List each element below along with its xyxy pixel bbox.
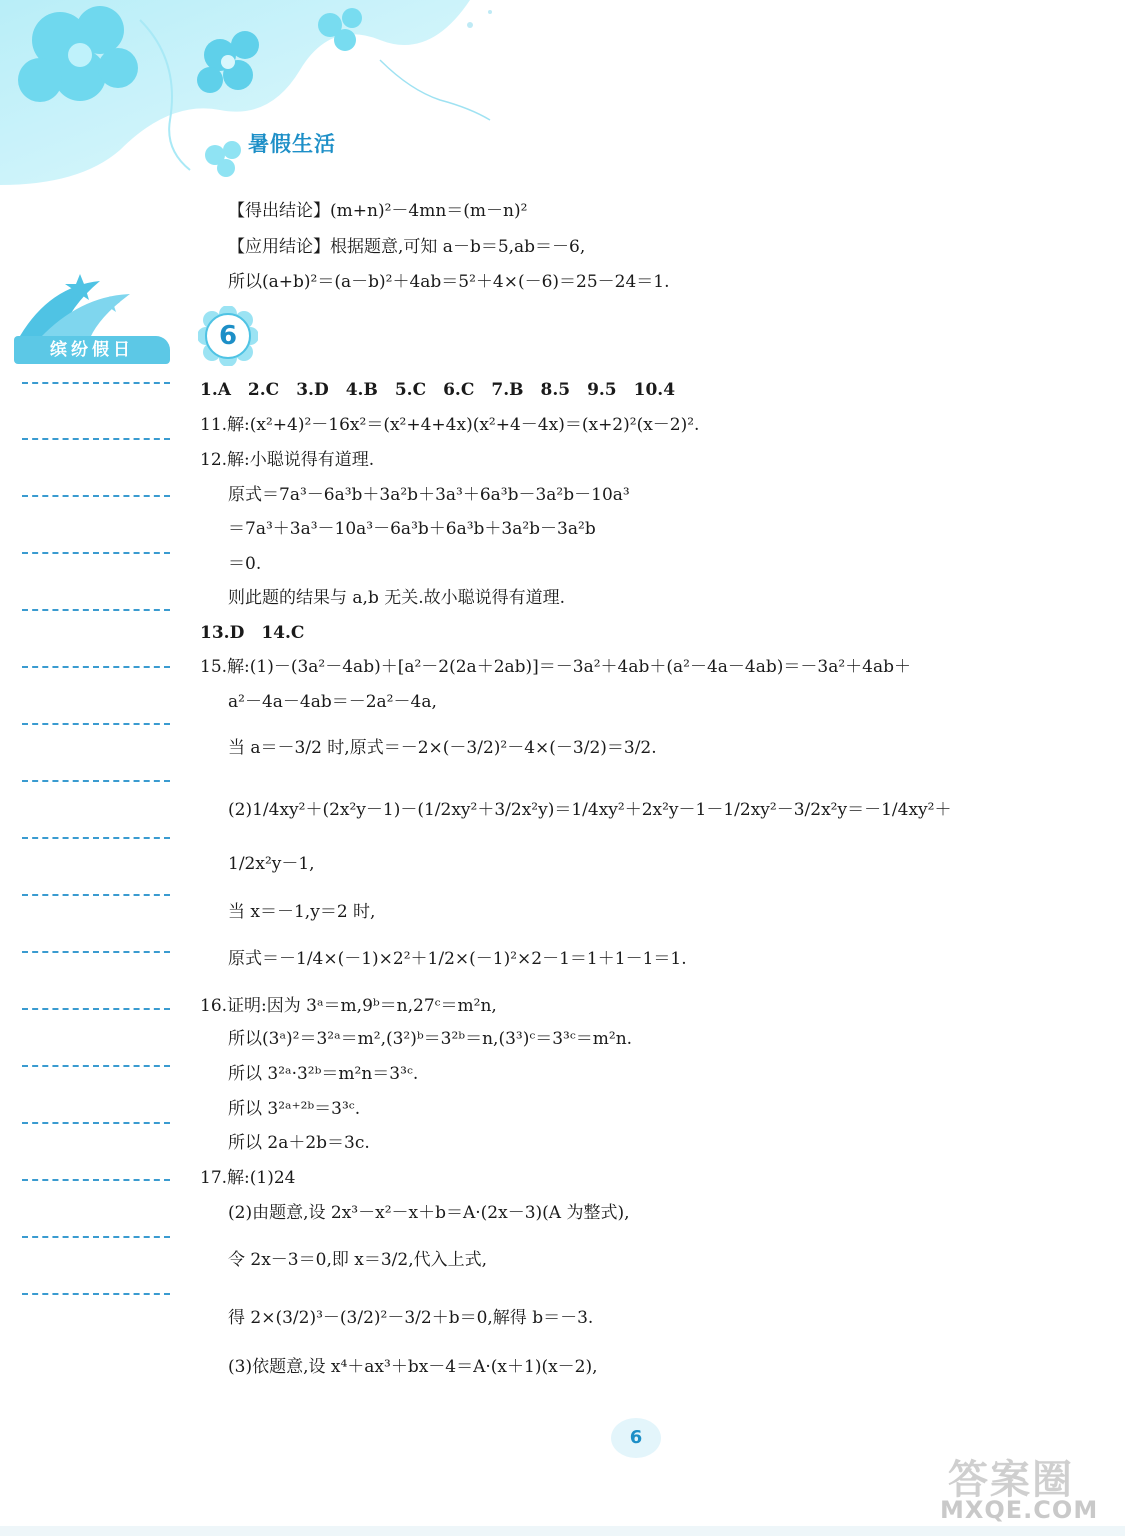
text-line: (2)1/4xy²＋(2x²y－1)－(1/2xy²＋3/2x²y)＝1/4xy²＋2x²y－1－1/2xy²－3/2x²y＝－1/4xy²＋ (228, 800, 952, 820)
text-line: ＝0. (228, 554, 262, 574)
text-line: (3)依题意,设 x⁴＋ax³＋bx－4＝A·(x＋1)(x－2), (228, 1357, 598, 1377)
text-line: 12.解:小聪说得有道理. (200, 450, 375, 470)
header-title: 暑假生活 (248, 132, 336, 156)
margin-dash-line (22, 1236, 170, 1238)
text-line: 原式＝－1/4×(－1)×2²＋1/2×(－1)²×2－1＝1＋1－1＝1. (228, 949, 687, 969)
text-line: 得 2×(3/2)³－(3/2)²－3/2＋b＝0,解得 b＝－3. (228, 1308, 594, 1328)
side-label: 缤纷假日 (14, 336, 170, 364)
text-line: 16.证明:因为 3ᵃ＝m,9ᵇ＝n,27ᶜ＝m²n, (200, 996, 497, 1016)
text-line: 所以 3²ᵃ·3²ᵇ＝m²n＝3³ᶜ. (228, 1064, 419, 1084)
text-line: a²－4a－4ab＝－2a²－4a, (228, 692, 437, 712)
margin-dash-line (22, 495, 170, 497)
page-number: 6 (611, 1418, 661, 1458)
margin-dash-line (22, 837, 170, 839)
text-line: (2)由题意,设 2x³－x²－x＋b＝A·(2x－3)(A 为整式), (228, 1203, 630, 1223)
text-line: 【应用结论】根据题意,可知 a－b＝5,ab＝－6, (228, 237, 586, 257)
text-line: 令 2x－3＝0,即 x＝3/2,代入上式, (228, 1250, 488, 1270)
margin-dash-line (22, 780, 170, 782)
text-line: 当 a＝－3/2 时,原式＝－2×(－3/2)²－4×(－3/2)＝3/2. (228, 738, 657, 758)
margin-dash-line (22, 951, 170, 953)
margin-dash-line (22, 894, 170, 896)
text-line: 13.D 14.C (200, 623, 305, 643)
margin-dash-line (22, 609, 170, 611)
margin-dash-line (22, 552, 170, 554)
margin-dash-line (22, 1065, 170, 1067)
text-line: 1.A 2.C 3.D 4.B 5.C 6.C 7.B 8.5 9.5 10.4 (200, 380, 676, 400)
text-line: 1/2x²y－1, (228, 854, 315, 874)
margin-dash-line (22, 438, 170, 440)
text-line: 则此题的结果与 a,b 无关.故小聪说得有道理. (228, 588, 566, 608)
margin-dash-line (22, 1008, 170, 1010)
chapter-number: 6 (218, 321, 238, 351)
watermark-cn: 答案圈 (948, 1457, 1074, 1503)
text-line: 所以 2a＋2b＝3c. (228, 1133, 370, 1153)
text-line: 所以(a+b)²＝(a－b)²＋4ab＝5²＋4×(－6)＝25－24＝1. (228, 272, 670, 292)
watermark-en: MXQE.COM (940, 1496, 1099, 1524)
text-line: 当 x＝－1,y＝2 时, (228, 902, 376, 922)
text-line: 所以(3ᵃ)²＝3²ᵃ＝m²,(3²)ᵇ＝3²ᵇ＝n,(3³)ᶜ＝3³ᶜ＝m²n. (228, 1029, 633, 1049)
text-line: 17.解:(1)24 (200, 1168, 296, 1188)
text-line: ＝7a³＋3a³－10a³－6a³b＋6a³b＋3a²b－3a²b (228, 519, 596, 539)
text-line: 15.解:(1)－(3a²－4ab)＋[a²－2(2a＋2ab)]＝－3a²＋4ab＋(a²－4a－4ab)＝－3a²＋4ab＋ (200, 657, 911, 677)
chapter-badge (198, 306, 258, 366)
text-line: 【得出结论】(m+n)²－4mn＝(m－n)² (228, 201, 528, 221)
margin-dash-line (22, 1122, 170, 1124)
flower-decoration-icon (0, 0, 500, 190)
margin-dash-line (22, 1293, 170, 1295)
margin-dash-line (22, 723, 170, 725)
margin-dash-line (22, 666, 170, 668)
text-line: 原式＝7a³－6a³b＋3a²b＋3a³＋6a³b－3a²b－10a³ (228, 485, 630, 505)
bottom-strip (0, 1526, 1125, 1536)
margin-dash-line (22, 382, 170, 384)
margin-dash-line (22, 1179, 170, 1181)
text-line: 11.解:(x²+4)²－16x²＝(x²+4+4x)(x²+4－4x)＝(x+2)²(x－2)². (200, 415, 700, 435)
text-line: 所以 3²ᵃ⁺²ᵇ＝3³ᶜ. (228, 1099, 361, 1119)
